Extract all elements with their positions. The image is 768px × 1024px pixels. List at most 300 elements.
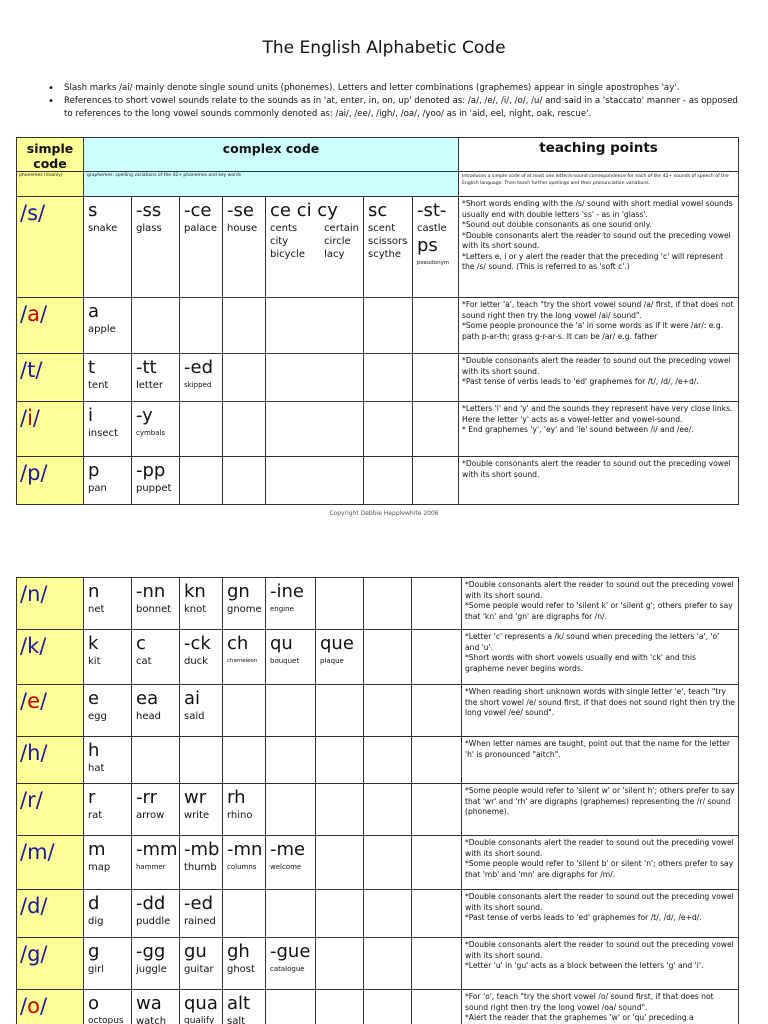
teaching-point: *Double consonants alert the reader to sound out the preceding vowel with its short sound. <box>465 580 734 600</box>
graphemes-subheader: graphemes: spelling variations of the 42+ phonemes and key words <box>84 172 459 197</box>
empty-grapheme-cell <box>413 354 459 402</box>
grapheme: d <box>88 893 100 914</box>
grapheme-cell <box>132 457 180 505</box>
keyword: said <box>184 711 205 722</box>
grapheme: c <box>136 633 146 654</box>
grapheme-cell <box>84 938 132 990</box>
grapheme-cell <box>364 197 413 298</box>
alphabetic-code-table-1 <box>16 137 739 505</box>
grapheme-cell <box>223 197 266 298</box>
grapheme: -dd <box>136 893 166 914</box>
grapheme: p <box>88 460 100 481</box>
teaching-point-cell <box>459 354 739 402</box>
empty-grapheme-cell <box>266 737 316 784</box>
grapheme: ai <box>184 688 201 709</box>
teaching-point: *Double consonants alert the reader to sound out the preceding vowel with its short sound. <box>462 459 731 479</box>
keyword: ghost <box>227 964 255 975</box>
empty-grapheme-cell <box>266 890 316 938</box>
grapheme: -ce <box>184 200 212 221</box>
empty-grapheme-cell <box>364 298 413 354</box>
empty-grapheme-cell <box>223 737 266 784</box>
grapheme: r <box>88 787 96 808</box>
slash-mark: / <box>47 840 55 864</box>
slash-mark: / <box>40 461 48 485</box>
keyword: house <box>227 223 258 234</box>
empty-grapheme-cell <box>316 578 364 630</box>
empty-grapheme-cell <box>364 578 412 630</box>
phoneme-row <box>17 457 739 505</box>
empty-grapheme-cell <box>413 457 459 505</box>
grapheme: -ed <box>184 893 213 914</box>
teaching-point: *Some people would refer to 'silent w' or 'silent h'; others prefer to say that 'wr' and 'rh' are digraphs (graphemes) representing the /r/ sound (phoneme). <box>465 786 735 816</box>
grapheme: qu <box>270 633 293 654</box>
complex-code-header: complex code <box>84 138 459 172</box>
grapheme: -y <box>136 405 153 426</box>
keyword: map <box>88 862 111 873</box>
phoneme-cell <box>17 685 84 737</box>
empty-grapheme-cell <box>412 630 462 685</box>
teaching-point: *Letter 'u' in 'gu' acts as a block between the letters 'g' and 'i'. <box>465 961 704 970</box>
empty-grapheme-cell <box>412 938 462 990</box>
grapheme: ea <box>136 688 159 709</box>
keyword: salt <box>227 1016 246 1024</box>
grapheme-cell <box>180 938 223 990</box>
keyword: rained <box>184 916 216 927</box>
phoneme-letters: h <box>27 741 41 765</box>
teaching-point: *Alert the reader that the graphemes 'w' or 'qu' preceding a <box>465 1013 694 1022</box>
teaching-point: *Letters e, i or y alert the reader that the preceding 'c' will represent the /s/ sound. (This is referred to as 'soft c'.) <box>462 251 724 271</box>
grapheme: -mn <box>227 839 263 860</box>
phoneme-row <box>17 578 739 630</box>
teaching-point: *For 'o', teach "try the short vowel /o/ sound first, if that does not sound right then try the long vowel /oa/ sound". <box>465 992 714 1012</box>
phoneme-row <box>17 890 739 938</box>
empty-grapheme-cell <box>223 685 266 737</box>
grapheme: alt <box>227 993 251 1014</box>
slash-mark: / <box>20 840 28 864</box>
empty-grapheme-cell <box>412 737 462 784</box>
keyword: duck <box>184 656 208 667</box>
grapheme: -rr <box>136 787 157 808</box>
grapheme: -pp <box>136 460 166 481</box>
keyword: tent <box>88 380 109 391</box>
grapheme-cell <box>223 836 266 890</box>
keyword: glass <box>136 223 162 234</box>
empty-grapheme-cell <box>316 836 364 890</box>
keyword: cents <box>270 223 298 234</box>
phoneme-letters: i <box>27 406 33 430</box>
teaching-point-cell <box>459 197 739 298</box>
keyword: kit <box>88 656 101 667</box>
grapheme-cell <box>223 938 266 990</box>
grapheme-cell <box>132 354 180 402</box>
empty-grapheme-cell <box>223 354 266 402</box>
teaching-point: * End graphemes 'y', 'ey' and 'ie' sound between /i/ and /ee/. <box>462 425 694 434</box>
teaching-point: *Some people pronounce the 'a' in some words as if it were /ar/: e.g. path p-ar-th; grass g-r-ar-s. It can be /ar/ e.g. father <box>462 321 724 341</box>
keyword: head <box>136 711 161 722</box>
grapheme-cell <box>84 890 132 938</box>
grapheme-cell <box>180 354 223 402</box>
keyword: watch <box>136 1016 167 1024</box>
phoneme-letters: d <box>27 894 41 918</box>
keyword: knot <box>184 604 207 615</box>
grapheme-cell <box>84 457 132 505</box>
empty-grapheme-cell <box>364 457 413 505</box>
keyword: bonnet <box>136 604 172 615</box>
slash-mark: / <box>40 582 48 606</box>
keyword: apple <box>88 324 116 335</box>
alphabetic-code-table-2 <box>16 577 739 1024</box>
keyword: rat <box>88 810 103 821</box>
grapheme: -ss <box>136 200 162 221</box>
phoneme-letters: t <box>27 358 36 382</box>
empty-grapheme-cell <box>364 402 413 457</box>
grapheme: o <box>88 993 100 1014</box>
empty-grapheme-cell <box>364 737 412 784</box>
keyword: pseudonym <box>417 260 450 266</box>
teaching-point-cell <box>462 737 739 784</box>
grapheme: k <box>88 633 99 654</box>
grapheme-cell <box>132 578 180 630</box>
keyword: scissors <box>368 236 408 247</box>
phoneme-row <box>17 990 739 1024</box>
keyword: puppet <box>136 483 172 494</box>
slash-mark: / <box>39 634 47 658</box>
grapheme: e <box>88 688 100 709</box>
keyword: castle <box>417 223 447 234</box>
grapheme-cell <box>84 784 132 836</box>
keyword: scythe <box>368 249 402 260</box>
grapheme: gh <box>227 941 250 962</box>
grapheme-cell <box>180 197 223 298</box>
grapheme: -st- <box>417 200 447 221</box>
slash-mark: / <box>38 201 46 225</box>
empty-grapheme-cell <box>412 890 462 938</box>
grapheme: n <box>88 581 100 602</box>
phoneme-row <box>17 402 739 457</box>
grapheme-cell <box>132 890 180 938</box>
grapheme: i <box>88 405 94 426</box>
grapheme: m <box>88 839 106 860</box>
keyword: scent <box>368 223 396 234</box>
grapheme-cell <box>180 685 223 737</box>
intro-notes <box>48 82 738 121</box>
keyword-pair <box>270 222 363 261</box>
grapheme-cell <box>266 938 316 990</box>
empty-grapheme-cell <box>266 784 316 836</box>
empty-grapheme-cell <box>132 298 180 354</box>
empty-grapheme-cell <box>412 990 462 1024</box>
phoneme-letters: e <box>27 689 40 713</box>
empty-grapheme-cell <box>364 938 412 990</box>
empty-grapheme-cell <box>364 354 413 402</box>
teaching-point: *Past tense of verbs leads to 'ed' graphemes for /t/, /d/, /e+d/. <box>465 913 702 922</box>
grapheme: -ed <box>184 357 213 378</box>
slash-mark: / <box>39 302 48 326</box>
grapheme-cell <box>132 990 180 1024</box>
keyword-column <box>324 222 359 261</box>
grapheme: -mb <box>184 839 220 860</box>
keyword: chameleon <box>227 658 258 664</box>
slash-mark: / <box>40 894 48 918</box>
grapheme-cell <box>180 836 223 890</box>
empty-grapheme-cell <box>223 890 266 938</box>
teaching-point: *When letter names are taught, point out that the name for the letter 'h' is pronounced "aitch". <box>465 739 730 759</box>
phoneme-cell <box>17 354 84 402</box>
grapheme: -mm <box>136 839 178 860</box>
grapheme: gu <box>184 941 207 962</box>
empty-grapheme-cell <box>180 737 223 784</box>
phonemes-subheader: phonemes (mainly) <box>17 172 84 197</box>
grapheme-cell <box>180 784 223 836</box>
phoneme-letters: n <box>27 582 41 606</box>
grapheme: ch <box>227 633 249 654</box>
keyword: qualify <box>184 1016 215 1024</box>
keyword: net <box>88 604 105 615</box>
grapheme: qua <box>184 993 218 1014</box>
phoneme-cell <box>17 578 84 630</box>
grapheme: s <box>88 200 98 221</box>
empty-grapheme-cell <box>266 354 364 402</box>
grapheme: wr <box>184 787 207 808</box>
keyword: cymbals <box>136 429 166 437</box>
phoneme-letters: p <box>27 461 41 485</box>
phoneme-cell <box>17 298 84 354</box>
keyword: octopus <box>88 1016 124 1024</box>
slash-mark: / <box>20 741 28 765</box>
empty-grapheme-cell <box>316 685 364 737</box>
phoneme-row <box>17 298 739 354</box>
teaching-point-cell <box>462 630 739 685</box>
phoneme-row <box>17 197 739 298</box>
teaching-point: *For letter 'a', teach "try the short vowel sound /a/ first, if that does not sound right then try the long vowel /ai/ sound". <box>462 300 734 320</box>
empty-grapheme-cell <box>364 685 412 737</box>
grapheme-cell <box>84 402 132 457</box>
empty-grapheme-cell <box>364 890 412 938</box>
slash-mark: / <box>40 689 48 713</box>
empty-grapheme-cell <box>412 685 462 737</box>
teaching-point: *Double consonants alert the reader to sound out the preceding vowel with its short sound. <box>465 838 734 858</box>
empty-grapheme-cell <box>180 457 223 505</box>
grapheme-cell <box>223 784 266 836</box>
grapheme-cell <box>413 197 459 298</box>
grapheme: ce ci cy <box>270 200 338 221</box>
teaching-point-cell <box>459 457 739 505</box>
phoneme-letters: m <box>27 840 48 864</box>
empty-grapheme-cell <box>412 784 462 836</box>
grapheme-cell <box>132 836 180 890</box>
teaching-point: *Double consonants alert the reader to sound out the preceding vowel with its short sound. <box>465 940 734 960</box>
empty-grapheme-cell <box>316 938 364 990</box>
copyright-notice: Copyright Debbie Hepplewhite 2006 <box>329 510 439 517</box>
grapheme: -tt <box>136 357 157 378</box>
teaching-point: *Sound out double consonants as one sound only. <box>462 220 652 229</box>
grapheme-cell <box>266 630 316 685</box>
keyword: insect <box>88 428 118 439</box>
teaching-points-header: teaching points <box>459 138 739 172</box>
teaching-point: *Letters 'i' and 'y' and the sounds they represent have very close links. Here the letter 'y' acts as a vowel-letter and vowel-sound. <box>462 404 733 424</box>
keyword: snake <box>88 223 118 234</box>
keyword: skipped <box>184 381 212 389</box>
grapheme: -gue <box>270 941 311 962</box>
grapheme-cell <box>84 578 132 630</box>
keyword: catalogue <box>270 965 305 973</box>
keyword: gnome <box>227 604 262 615</box>
phoneme-cell <box>17 836 84 890</box>
empty-grapheme-cell <box>413 402 459 457</box>
phoneme-row <box>17 784 739 836</box>
simple-code-header: simple code <box>17 138 84 172</box>
grapheme: a <box>88 301 100 322</box>
grapheme-cell <box>180 990 223 1024</box>
empty-grapheme-cell <box>180 298 223 354</box>
slash-mark: / <box>40 741 48 765</box>
grapheme-cell <box>223 990 266 1024</box>
slash-mark: / <box>20 894 28 918</box>
empty-grapheme-cell <box>266 990 316 1024</box>
phoneme-letters: a <box>27 302 40 326</box>
phoneme-letters: g <box>27 942 41 966</box>
grapheme: ps <box>417 235 438 256</box>
keyword: juggle <box>136 964 167 975</box>
slash-mark: / <box>20 302 28 326</box>
teaching-point: *Past tense of verbs leads to 'ed' graphemes for /t/, /d/, /e+d/. <box>462 377 699 386</box>
grapheme: -me <box>270 839 306 860</box>
slash-mark: / <box>20 788 28 812</box>
phoneme-cell <box>17 630 84 685</box>
empty-grapheme-cell <box>316 737 364 784</box>
empty-grapheme-cell <box>364 630 412 685</box>
phoneme-letters: k <box>27 634 40 658</box>
grapheme-cell <box>84 197 132 298</box>
slash-mark: / <box>39 994 48 1018</box>
phoneme-cell <box>17 737 84 784</box>
grapheme-cell <box>316 630 364 685</box>
slash-mark: / <box>40 942 48 966</box>
keyword: circle <box>324 236 351 247</box>
slash-mark: / <box>35 788 43 812</box>
note-item: • Slash marks /ai/ mainly denote single sound units (phonemes). Letters and letter combinations (graphemes) appear in single apostrophes 'ay'. <box>48 82 738 95</box>
keyword: hammer <box>136 863 166 871</box>
grapheme: que <box>320 633 354 654</box>
phoneme-row <box>17 836 739 890</box>
grapheme: -se <box>227 200 254 221</box>
phoneme-row <box>17 938 739 990</box>
grapheme: h <box>88 740 100 761</box>
phoneme-letters: s <box>27 201 39 225</box>
keyword: guitar <box>184 964 214 975</box>
slash-mark: / <box>20 994 28 1018</box>
grapheme: g <box>88 941 100 962</box>
grapheme-cell <box>84 685 132 737</box>
empty-grapheme-cell <box>266 298 364 354</box>
empty-grapheme-cell <box>316 890 364 938</box>
note-item: • References to short vowel sounds relate to the sounds as in 'at, enter, in, on, up' denoted as: /a/, /e/, /i/, /o/, /u/ and said in a 'staccato' manner - as opposed to references to the long vowel sounds commonly denoted as: /ai/, /ee/, /igh/, /oa/, /yoo/ as in 'aid, eel, night, oak, rescue'. <box>48 95 738 121</box>
keyword: arrow <box>136 810 165 821</box>
teaching-point-cell <box>462 890 739 938</box>
grapheme-cell <box>180 630 223 685</box>
keyword: egg <box>88 711 107 722</box>
empty-grapheme-cell <box>316 784 364 836</box>
empty-grapheme-cell <box>223 298 266 354</box>
grapheme-cell <box>132 402 180 457</box>
phoneme-row <box>17 630 739 685</box>
keyword-column <box>270 222 305 261</box>
phoneme-cell <box>17 457 84 505</box>
keyword: puddle <box>136 916 171 927</box>
empty-grapheme-cell <box>413 298 459 354</box>
grapheme: rh <box>227 787 246 808</box>
empty-grapheme-cell <box>364 836 412 890</box>
keyword: welcome <box>270 863 302 871</box>
teaching-point-cell <box>462 938 739 990</box>
grapheme-cell <box>266 197 364 298</box>
slash-mark: / <box>20 406 28 430</box>
grapheme: -gg <box>136 941 166 962</box>
keyword: pan <box>88 483 107 494</box>
keyword: bicycle <box>270 249 305 260</box>
grapheme-cell <box>180 890 223 938</box>
grapheme-cell <box>132 685 180 737</box>
keyword: plaque <box>320 657 344 665</box>
empty-grapheme-cell <box>266 457 364 505</box>
grapheme: -nn <box>136 581 166 602</box>
empty-grapheme-cell <box>412 836 462 890</box>
keyword: engine <box>270 605 294 613</box>
slash-mark: / <box>20 634 28 658</box>
keyword: columns <box>227 863 257 871</box>
grapheme-cell <box>180 578 223 630</box>
phoneme-cell <box>17 784 84 836</box>
grapheme-cell <box>84 630 132 685</box>
teaching-point: *Double consonants alert the reader to sound out the preceding vowel with its short sound. <box>465 892 734 912</box>
teaching-subheader: Introduces a simple code of at least one letter/s-sound correspondence for each of the 42+ sounds of speech of the English language. Then teach further spellings and their pronunciation variations. <box>459 172 739 197</box>
empty-grapheme-cell <box>223 457 266 505</box>
slash-mark: / <box>35 358 43 382</box>
empty-grapheme-cell <box>180 402 223 457</box>
keyword: letter <box>136 380 164 391</box>
phoneme-cell <box>17 402 84 457</box>
keyword: bouquet <box>270 657 300 665</box>
grapheme-cell <box>132 630 180 685</box>
teaching-point-cell <box>462 990 739 1024</box>
teaching-point-cell <box>459 298 739 354</box>
grapheme-cell <box>223 630 266 685</box>
page-title: The English Alphabetic Code <box>262 38 506 58</box>
phoneme-row <box>17 354 739 402</box>
grapheme-cell <box>84 298 132 354</box>
grapheme-cell <box>132 784 180 836</box>
phoneme-letters: o <box>27 994 40 1018</box>
teaching-point: *When reading short unknown words with single letter 'e', teach "try the short vowel /e/ sound first, if that does not sound right then try the long vowel /ee/ sound". <box>465 687 735 717</box>
phoneme-cell <box>17 990 84 1024</box>
phoneme-cell <box>17 890 84 938</box>
teaching-point: *Letter 'c' represents a /k/ sound when preceding the letters 'a', 'o' and 'u'. <box>465 632 720 652</box>
empty-grapheme-cell <box>266 685 316 737</box>
empty-grapheme-cell <box>132 737 180 784</box>
grapheme-cell <box>84 836 132 890</box>
teaching-point: *Double consonants alert the reader to sound out the preceding vowel with its short sound. <box>462 356 731 376</box>
teaching-point-cell <box>462 578 739 630</box>
teaching-point-cell <box>462 685 739 737</box>
keyword: city <box>270 236 289 247</box>
grapheme: sc <box>368 200 388 221</box>
keyword: certain <box>324 223 359 234</box>
slash-mark: / <box>20 942 28 966</box>
teaching-point-cell <box>462 784 739 836</box>
grapheme-cell <box>84 737 132 784</box>
grapheme-cell <box>132 938 180 990</box>
teaching-point: *Some people would refer to 'silent b' or silent 'n'; others prefer to say that 'mb' and 'mn' are digraphs for /m/. <box>465 859 734 879</box>
